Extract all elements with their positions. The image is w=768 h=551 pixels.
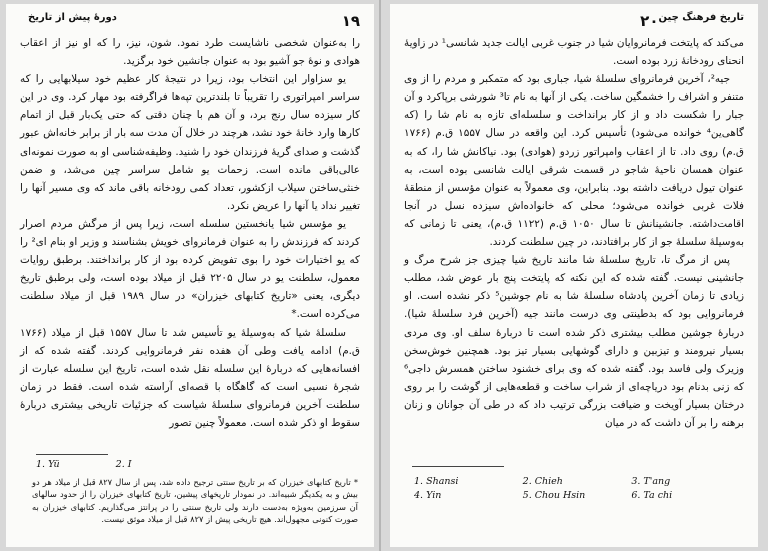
right-running-title: تاریخ فرهنگ چین — [658, 12, 744, 23]
latin-ref: 1. Shansi — [414, 476, 459, 487]
right-page-body — [404, 34, 744, 432]
right-latin-refs — [414, 476, 740, 501]
left-paragraph: را به‌عنوان شخصی ناشایست طرد نمود. شون، نیز، را که او نیز از اعقاب هوادی و نوهٔ جو آشیو بود به عنوان جانشین خود برگزید. — [20, 37, 360, 68]
footnote-divider — [412, 466, 504, 467]
left-paragraph: یو مؤسس شیا یانخستین سلسله است، زیرا پس از مرگش مردم اصرار کردند که فرزندش را به عنوان فرمانروای خویش بشناسند و وزیر او بنام ای² را که یو اختیارات خود را بوی تفویض کرده بود از کار برانداختند. برطبق روایات معمول، سلطنت یو در سال ۲۲۰۵ قبل از میلاد بوده است، ولی برطبق تاریخ دیگری، یعنی «تاریخ کتابهای خیزران» در سال ۱۹۸۹ قبل از میلاد سلطنت می‌کرده است.* — [20, 217, 361, 321]
latin-ref: 2. I — [115, 459, 132, 470]
latin-ref: 4. Yin — [414, 490, 442, 501]
footnote-divider — [36, 454, 108, 455]
latin-ref: 1. Yü — [36, 459, 60, 470]
left-page-body — [20, 34, 360, 432]
latin-ref: 5. Chou Hsin — [522, 490, 586, 501]
left-footnote: * تاریخ کتابهای خیزران که بر تاریخ سنتی ترجیح داده شد، پس از سال ۸۲۷ قبل از میلاد هر دو بیش و به یکدیگر شبیه‌اند. در نمودار تاریخهای پیشین، تاریخ کتابهای خیزران را از حدود سالهای آن سرزمین به‌ویژه به‌دست دارند ولی تاریخ سنتی را در پرانتز می‌گذاریم. کتابهای خیزران به صورت کنونی مجهول‌اند. هیچ تاریخی پیش از ۸۲۷ قبل از میلاد موثق نیست. — [32, 477, 359, 525]
left-page-header — [20, 12, 360, 28]
left-latin-refs — [36, 459, 236, 470]
right-page-header — [404, 12, 744, 28]
right-page — [390, 4, 758, 547]
right-page-number: ۲۰ — [640, 12, 659, 30]
spine-gutter — [379, 0, 381, 551]
latin-ref: 2. Chieh — [522, 476, 563, 487]
left-page — [6, 4, 374, 547]
left-paragraph: سلسلهٔ شیا که به‌وسیلهٔ یو تأسیس شد تا سال ۱۵۵۷ قبل از میلاد (۱۷۶۶ ق.م) ادامه یافت وطی آن هفده نفر فرمانروایی کردند. گفته شده که از افسانه‌هایی که درباره‌ٔ این سلسله نقل شده است، تاریخ این سلسله عبارت از شجرهٔ نسبی است که گاهگاه با قصه‌ای آراسته شده است. فقط در زمان سلطنت آخرین فرمانروای سلسلهٔ شیاست که جزئیات تاریخی بیشتری دربارهٔ سقوط او ذکر شده است. معمولاً چنین تصور — [20, 326, 360, 429]
left-running-title: دورهٔ پیش از تاریخ — [28, 12, 117, 23]
right-paragraph: جیه²، آخرین فرمانروای سلسلهٔ شیا، جباری بود که متمکبر و مردم را از وی متنفر و اشراف را خشمگین ساخت. یکی از آنها به نام تا³ شورشی برپاکرد و آن جبار را شکست داد و از کار برانداخت و سلسله‌ای تازه به نام شا را (که گاهی‌ین⁴ خوانده می‌شود) تأسیس کرد. این واقعه در سال ۱۵۵۷ ق.م (۱۷۶۶ ق.م) روی داد. تا از اعقاب وامپراتور زردو (هوادی) بود. نیاکانش شا را، که به عنوان همسان ناحیهٔ شاجو در قسمت شرقی ایالت شانسی بوده است، به عنوان تیول دریافت داشته بود. بنابراین، وی معمولاً به عنوان مؤسس از منطقهٔ فلات غربی خوانده می‌شود؛ محلی که خانواده‌اش سیزده نسل در آنجا اقامت‌داشته. جانشینانش تا سال ۱۰۵۰ ق.م (۱۱۲۲ ق.م)، یعنی تا زمانی که به‌وسیلهٔ سلسلهٔ جو از کار برافتادند، در چین سلطنت کردند. — [404, 73, 744, 249]
right-paragraph: پس از مرگ تا، تاریخ سلسلهٔ شا مانند تاریخ شیا چیزی جز شرح مرگ و جانشینی نیست. گفته شده که این نکته که پایتخت پنج بار عوض شد، مطلب زیادی تا زمان آخرین پادشاه سلسلهٔ شا به نام جوشین⁵ ذکر نشده است. او فرمانروایی بود که بدطینتی وی درست مانند جیه (آخرین فرد سلسلهٔ شیا). دربارهٔ جوشین مطلب بیشتری ذکر شده است تا دربارهٔ سلف او. وی مردی بسیار نیرومند و تیزبین و دارای گوشهایی بسیار تیز بود. همچنین خوش‌سخن وزیرک ولی فاسد بود. گفته شده که وی برای خشنود ساختن همسرش داجی⁶ که زنی بدنام بود دریاچه‌ای از شراب ساخت و قطعه‌هایی از گوشت را بر روی درختان بسیار آویخت و ضیافت بزرگی ترتیب داد که در طی آن جوانان و زنان برهنه را بر آن داشت که در میان — [404, 254, 744, 429]
left-page-number: ۱۹ — [341, 12, 360, 30]
left-paragraph: یو سزاوار این انتخاب بود، زیرا در نتیجهٔ کار عظیم خود سیلابهایی را که سراسر امپراتوری را تقریباً تا بلندترین تپه‌ها فراگرفته بود مهار کرد. وی در این کار سیزده سال رنج برد، و آن هم با چنان دقتی که حتی یک‌بار قبل از اتمام کارها وارد خانهٔ خود نشد، هرچند در خلال آن مدت سه بار از برابر خانه‌اش عبور گذشت و صدای گریهٔ فرزندان خود را شنید. وظیفه‌شناسی او به صورت نمونه‌ای عالی‌باقی مانده است. زحمات یو شامل سراسر چین می‌شد، و ضمن خنثی‌ساختن سیلاب ازکشور، تعداد کمی رودخانه باقی ماند که وی مسیر آنها را تغییر نداد یا آنها را عریض نکرد. — [20, 73, 360, 212]
right-paragraph: می‌کند که پایتخت فرمانروایان شیا در جنوب غربی ایالت جدید شانسی¹ در زاویهٔ انحنای رودخانهٔ زرد بوده است. — [404, 37, 745, 68]
latin-ref: 3. T'ang — [631, 476, 671, 487]
latin-ref: 6. Ta chi — [631, 490, 673, 501]
